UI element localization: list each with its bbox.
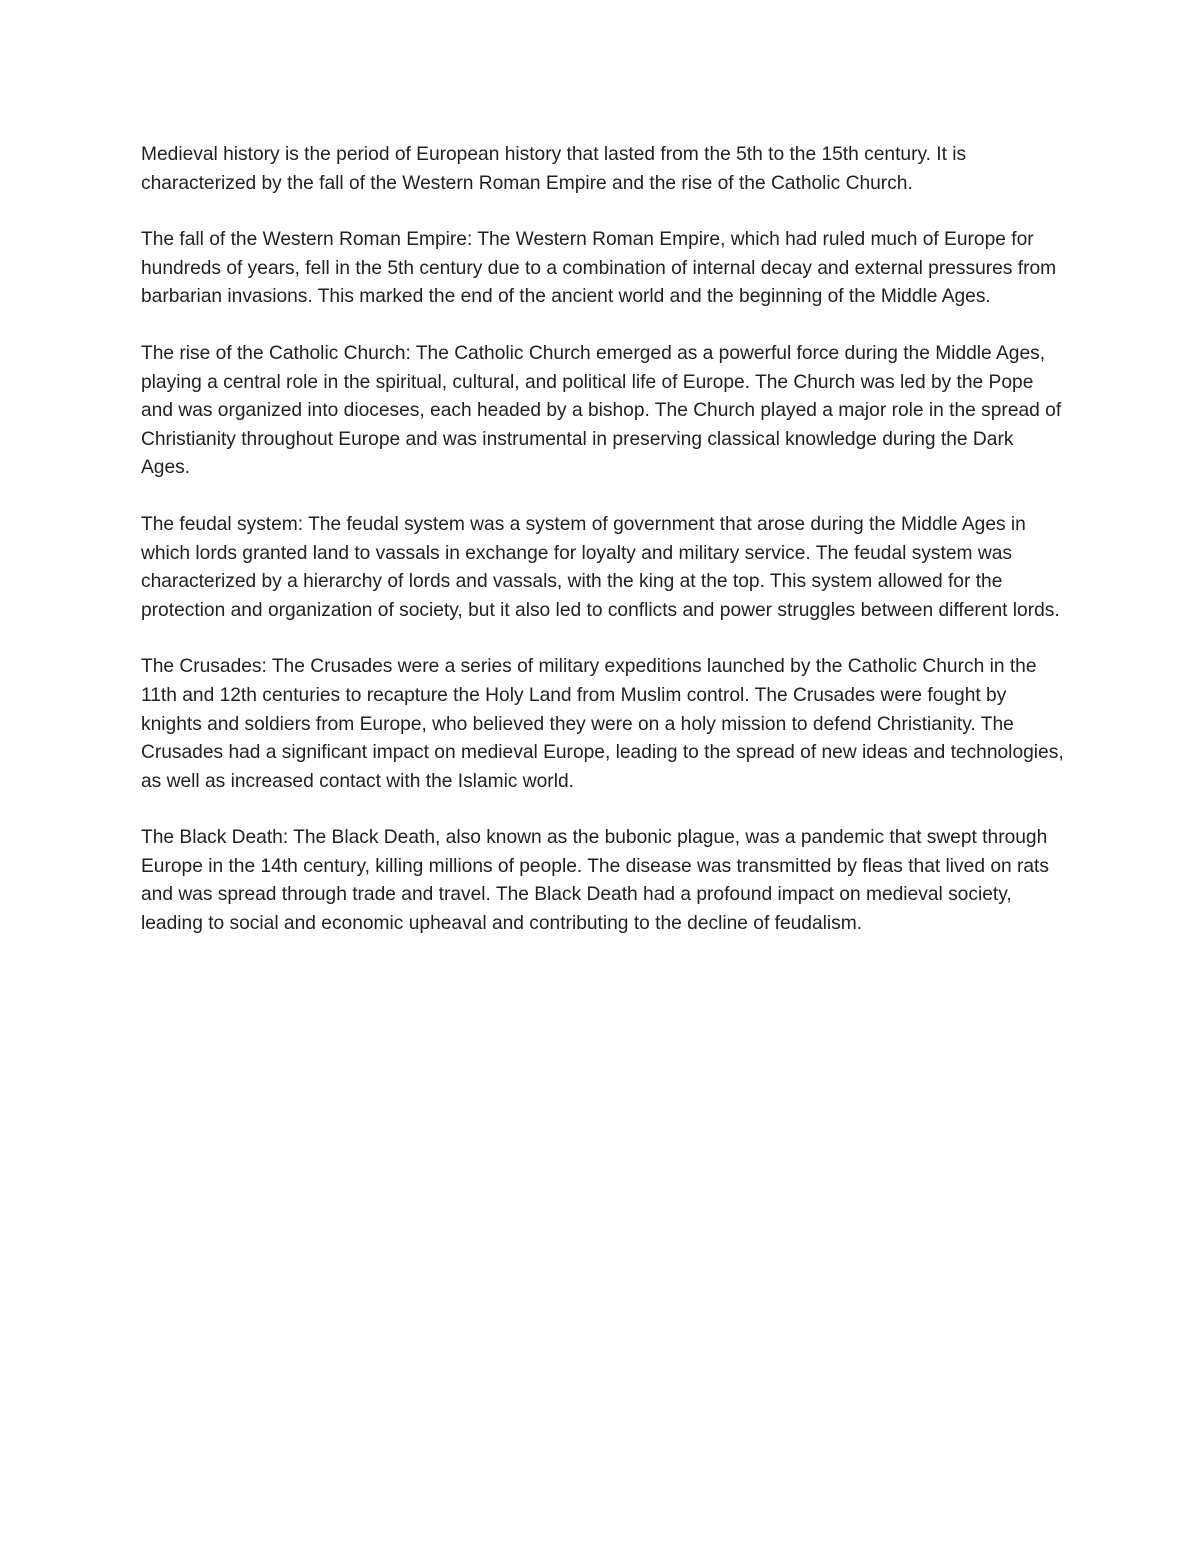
paragraph-feudal-system: The feudal system: The feudal system was a system of government that arose during the Middle Ages in which lords granted land to vassals in exchange for loyalty and military service. The feudal system was characterized by a hierarchy of lords and vassals, with the king at the top. This system allowed for the protection and organization of society, but it also led to conflicts and power struggles between different lords.	[141, 513, 1060, 621]
document-body	[141, 141, 1066, 967]
paragraph-intro: Medieval history is the period of European history that lasted from the 5th to the 15th century. It is characterized by the fall of the Western Roman Empire and the rise of the Catholic Church.	[141, 144, 967, 194]
paragraph-fall-of-rome: The fall of the Western Roman Empire: The Western Roman Empire, which had ruled much of Europe for hundreds of years, fell in the 5th century due to a combination of internal decay and external pressures from barbarian invasions. This marked the end of the ancient world and the beginning of the Middle Ages.	[141, 229, 1057, 308]
paragraph-crusades: The Crusades: The Crusades were a series of military expeditions launched by the Catholic Church in the 11th and 12th centuries to recapture the Holy Land from Muslim control. The Crusades were fought by knights and soldiers from Europe, who believed they were on a holy mission to defend Christianity. The Crusades had a significant impact on medieval Europe, leading to the spread of new ideas and technologies, as well as increased contact with the Islamic world.	[141, 656, 1064, 792]
paragraph-black-death: The Black Death: The Black Death, also known as the bubonic plague, was a pandemic that swept through Europe in the 14th century, killing millions of people. The disease was transmitted by fleas that lived on rats and was spread through trade and travel. The Black Death had a profound impact on medieval society, leading to social and economic upheaval and contributing to the decline of feudalism.	[141, 827, 1049, 935]
paragraph-catholic-church: The rise of the Catholic Church: The Catholic Church emerged as a powerful force during the Middle Ages, playing a central role in the spiritual, cultural, and political life of Europe. The Church was led by the Pope and was organized into dioceses, each headed by a bishop. The Church played a major role in the spread of Christianity throughout Europe and was instrumental in preserving classical knowledge during the Dark Ages.	[141, 342, 1062, 479]
